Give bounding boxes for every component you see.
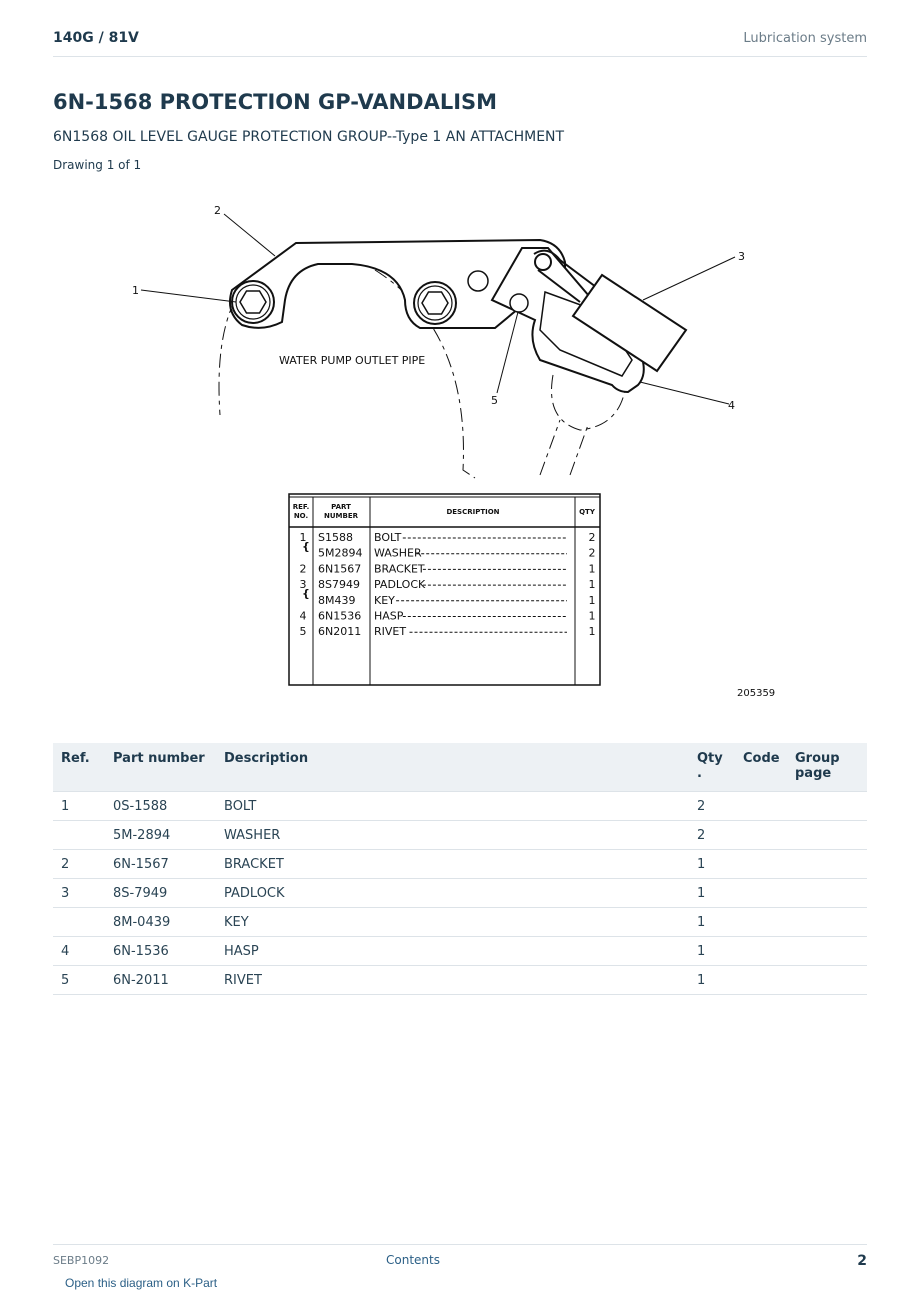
- bolt-right: [414, 282, 456, 324]
- legend-header-ref: REF.: [292, 503, 310, 511]
- callout-2: 2: [214, 204, 221, 217]
- table-row: [53, 966, 867, 995]
- table-row: [53, 821, 867, 850]
- bolt-left: [232, 281, 274, 323]
- cell-qty: 2: [689, 792, 735, 821]
- header-qty: [689, 743, 735, 792]
- cell-code: [735, 966, 787, 995]
- cell-qty: 2: [689, 821, 735, 850]
- header-qty-dot: .: [697, 766, 702, 781]
- table-header-row: [53, 743, 867, 792]
- legend-description: PADLOCK: [374, 578, 426, 592]
- cell-qty: 1: [689, 908, 735, 937]
- header-part-number: Part number: [105, 743, 216, 792]
- legend-header-part-number: NUMBER: [323, 512, 359, 520]
- cell-code: [735, 821, 787, 850]
- callout-4: 4: [728, 399, 735, 412]
- legend-header-qty: QTY: [579, 508, 595, 516]
- header-qty-label: Qty: [697, 751, 723, 766]
- cell-part-number: 6N-1567: [105, 850, 216, 879]
- cell-part-number: 5M-2894: [105, 821, 216, 850]
- table-row: [53, 908, 867, 937]
- legend-qty: 1: [588, 593, 596, 607]
- cell-code: [735, 937, 787, 966]
- cell-qty: 1: [689, 879, 735, 908]
- legend-description: RIVET: [374, 625, 407, 639]
- table-row: [53, 937, 867, 966]
- legend-ref: 4: [299, 609, 307, 623]
- legend-description: KEY: [374, 593, 395, 607]
- table-row: [53, 792, 867, 821]
- header-group-page: Group page: [787, 743, 867, 792]
- cell-code: [735, 908, 787, 937]
- page-header: [53, 28, 867, 57]
- cell-ref: [53, 908, 105, 937]
- legend-qty: 2: [588, 531, 596, 544]
- cell-description: PADLOCK: [216, 879, 689, 908]
- cell-group-page: [787, 850, 867, 879]
- callout-5: 5: [491, 394, 498, 407]
- cell-ref: 2: [53, 850, 105, 879]
- cell-description: BOLT: [216, 792, 689, 821]
- legend-part-number: 5M2894: [318, 546, 363, 560]
- cell-ref: [53, 821, 105, 850]
- drawing-label: Drawing 1 of 1: [53, 158, 142, 172]
- table-body: [53, 792, 867, 995]
- pipe-label: WATER PUMP OUTLET PIPE: [279, 354, 426, 367]
- legend-header-ref-no: NO.: [293, 512, 309, 520]
- page-subtitle: 6N1568 OIL LEVEL GAUGE PROTECTION GROUP--Type 1 AN ATTACHMENT: [53, 129, 565, 145]
- svg-text:{: {: [302, 587, 310, 600]
- contents-link[interactable]: Contents: [386, 1253, 440, 1267]
- legend-ref: 2: [299, 562, 307, 576]
- parts-table: [53, 743, 867, 995]
- image-number: 205359: [737, 688, 776, 699]
- legend-part-number: 8M439: [318, 593, 356, 607]
- cell-ref: 5: [53, 966, 105, 995]
- page-number: 2: [857, 1253, 867, 1269]
- legend-qty: 2: [588, 546, 596, 560]
- table-row: [53, 850, 867, 879]
- cell-code: [735, 850, 787, 879]
- cell-description: WASHER: [216, 821, 689, 850]
- legend-description: BOLT: [374, 531, 402, 544]
- cell-group-page: [787, 966, 867, 995]
- header-description: Description: [216, 743, 689, 792]
- legend-part-number: S1588: [318, 531, 353, 544]
- legend-qty: 1: [588, 609, 596, 623]
- cell-code: [735, 792, 787, 821]
- legend-qty: 1: [588, 625, 596, 639]
- cell-part-number: 6N-2011: [105, 966, 216, 995]
- legend-header-description: DESCRIPTION: [446, 508, 500, 516]
- legend-table: [289, 494, 600, 685]
- callout-3: 3: [738, 250, 745, 263]
- legend-qty: 1: [588, 578, 596, 592]
- legend-ref: 3: [299, 578, 307, 592]
- svg-text:{: {: [302, 540, 310, 553]
- cell-description: BRACKET: [216, 850, 689, 879]
- table-row: [53, 879, 867, 908]
- legend-ref: 1: [299, 531, 307, 544]
- cell-qty: 1: [689, 937, 735, 966]
- page-footer: [53, 1244, 867, 1275]
- cell-part-number: 6N-1536: [105, 937, 216, 966]
- cell-part-number: 8S-7949: [105, 879, 216, 908]
- legend-part-number: 6N1536: [318, 609, 362, 623]
- parts-diagram: [120, 195, 800, 710]
- cell-group-page: [787, 937, 867, 966]
- cell-ref: 3: [53, 879, 105, 908]
- legend-header-part: PART: [331, 503, 351, 511]
- bracket-hole: [468, 271, 488, 291]
- cell-qty: 1: [689, 850, 735, 879]
- cell-group-page: [787, 879, 867, 908]
- legend-description: BRACKET: [374, 562, 425, 576]
- model-label: 140G / 81V: [53, 30, 139, 46]
- cell-description: RIVET: [216, 966, 689, 995]
- legend-part-number: 6N2011: [318, 625, 362, 639]
- cell-group-page: [787, 821, 867, 850]
- legend-qty: 1: [588, 562, 596, 576]
- kpart-link[interactable]: Open this diagram on K-Part: [65, 1276, 218, 1290]
- cell-group-page: [787, 792, 867, 821]
- cell-qty: 1: [689, 966, 735, 995]
- document-id: SEBP1092: [53, 1254, 110, 1267]
- callout-1: 1: [132, 284, 139, 297]
- legend-part-number: 8S7949: [318, 578, 360, 592]
- cell-ref: 4: [53, 937, 105, 966]
- header-code: Code: [735, 743, 787, 792]
- page-title: 6N-1568 PROTECTION GP-VANDALISM: [53, 90, 498, 114]
- cell-description: HASP: [216, 937, 689, 966]
- legend-part-number: 6N1567: [318, 562, 362, 576]
- section-label: Lubrication system: [743, 31, 867, 46]
- cell-description: KEY: [216, 908, 689, 937]
- legend-description: HASP: [374, 609, 404, 623]
- header-ref: Ref.: [53, 743, 105, 792]
- legend-description: WASHER: [374, 546, 422, 560]
- cell-code: [735, 879, 787, 908]
- legend-ref: 5: [299, 625, 307, 639]
- cell-group-page: [787, 908, 867, 937]
- cell-part-number: 0S-1588: [105, 792, 216, 821]
- cell-ref: 1: [53, 792, 105, 821]
- cell-part-number: 8M-0439: [105, 908, 216, 937]
